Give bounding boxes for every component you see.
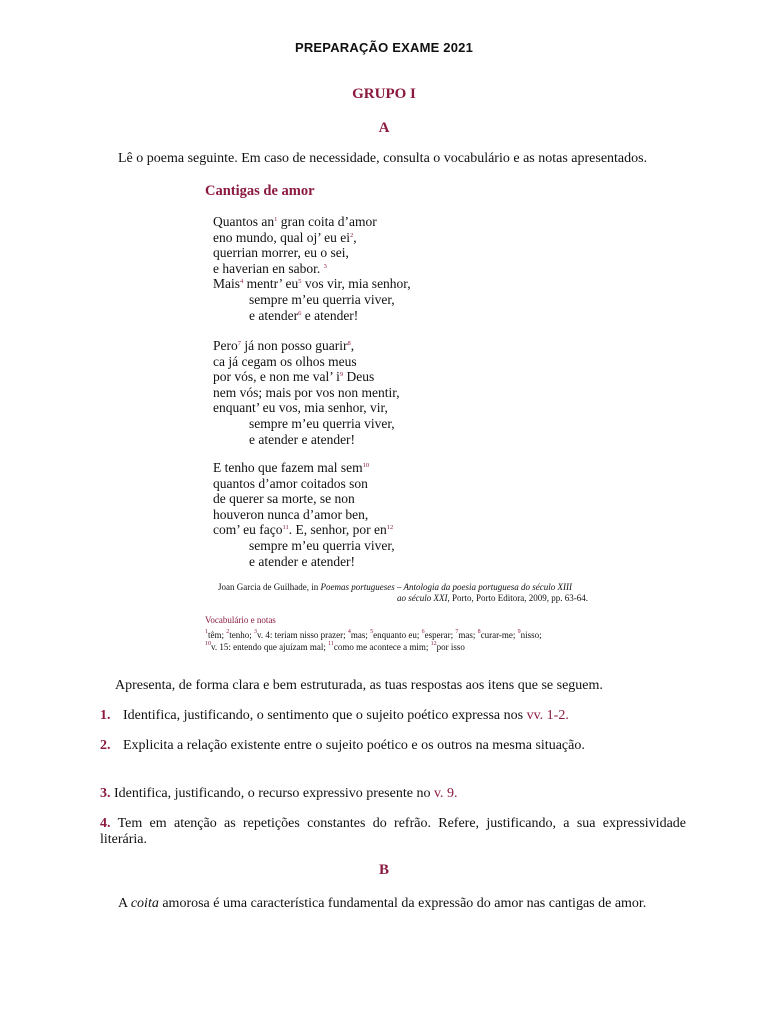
verse-line: eno mundo, qual oj’ eu $ei^2$, xyxy=(213,229,357,245)
verse-line: nem vós; mais por vos non mentir, xyxy=(213,384,400,400)
note-text: por isso xyxy=(436,642,465,652)
note-number: 8 xyxy=(477,629,481,635)
note-number: 9 xyxy=(517,629,521,635)
verse-line: e haverian en sabor. $^3$ xyxy=(213,260,327,276)
refrain-line: e atender e atender! xyxy=(249,553,356,569)
note-text: como me acontece a mim; xyxy=(333,642,431,652)
refrain-line: sempre m’eu querria viver, xyxy=(249,415,395,431)
verse-line: de querer sa morte, se non xyxy=(213,491,355,507)
note-marker: 8 xyxy=(347,340,351,347)
document-header: PREPARAÇÃO EXAME 2021 xyxy=(294,40,474,55)
note-marker: 9 xyxy=(339,371,344,379)
section-a-intro: Lê o poema seguinte. Em caso de necessidade, consulta o vocabulário e as notas apresentados. xyxy=(118,151,648,166)
verse-line: Quantos $an^1$ gran coita d’amor xyxy=(213,214,377,229)
verse-line: com’ eu faço$^{11}$. E, senhor, por $en^{12}$ xyxy=(213,522,394,538)
note-marker: 10 xyxy=(362,462,370,469)
note-number: 4 xyxy=(347,629,351,635)
verse-line: quantos d’amor coitados son xyxy=(213,475,368,491)
verse-line: Pero$^7$ já non posso guarir$^8$, xyxy=(213,338,355,353)
group-title: GRUPO I xyxy=(352,86,416,102)
note-number: 3 xyxy=(254,629,257,635)
note-text: mas; xyxy=(458,630,478,640)
note-number: 12 xyxy=(430,641,437,647)
section-b-text: A coita amorosa é uma característica fundamental da expressão do amor nas cantigas de amor. xyxy=(118,896,647,911)
note-marker: 7 xyxy=(237,340,241,347)
note-text: v. 4: teriam nisso prazer; xyxy=(257,630,348,640)
note-text: mas; xyxy=(350,630,371,640)
vocabulary-notes xyxy=(205,629,625,653)
verse-line: por vós, e non me val’ $i^9$ Deus xyxy=(213,369,375,385)
note-marker: 2 xyxy=(349,231,354,239)
note-number: 10 xyxy=(205,641,211,647)
section-a-heading: A xyxy=(378,120,390,136)
note-marker: 6 xyxy=(298,309,302,317)
verse-line: querrian morrer, eu o sei, xyxy=(213,245,349,261)
note-text: curar-me; xyxy=(480,630,518,640)
note-marker: 1 xyxy=(274,216,278,223)
note-marker: 11 xyxy=(282,524,289,532)
note-text: v. 15: entendo que ajuízam mal; xyxy=(211,642,329,652)
note-text: enquanto eu; xyxy=(373,630,422,640)
note-number: 5 xyxy=(370,629,374,635)
refrain-line: sempre m’eu querria viver, xyxy=(249,291,395,307)
refrain-line: e atender e atender! xyxy=(249,431,356,447)
poem-stanza-3 xyxy=(213,460,395,569)
note-marker: 12 xyxy=(386,524,394,532)
note-number: 11 xyxy=(328,641,334,647)
note-number: 1 xyxy=(205,629,208,635)
verse-line: Mais$^4$ mentr’ $eu^5$ vos vir, mia senhor, xyxy=(213,276,411,292)
question-2: 2. Explicita a relação existente entre o sujeito poético e os outros na mesma situação. xyxy=(100,738,585,753)
poem-title: Cantigas de amor xyxy=(205,183,315,199)
verse-line: ca já cegam os olhos meus xyxy=(213,353,357,369)
note-number: 7 xyxy=(455,629,459,635)
verse-line: E tenho que fazem mal sem$^{10}$ xyxy=(213,460,370,475)
note-number: 6 xyxy=(421,629,425,635)
question-4: 4. Tem em atenção as repetições constantes do refrão. Refere, justificando, a sua expressividade literária. xyxy=(100,816,686,847)
note-text: nisso; xyxy=(520,630,542,640)
poem-stanza-1 xyxy=(213,214,411,323)
section-b-heading: B xyxy=(378,862,389,878)
note-text: têm; xyxy=(208,630,227,640)
note-text: tenho; xyxy=(229,630,254,640)
verse-line: houveron nunca d’amor ben, xyxy=(213,506,369,522)
verse-line: enquant’ eu vos, mia senhor, vir, xyxy=(213,400,388,416)
poem-citation: Joan Garcia de Guilhade, in Poemas portugueses – Antologia da poesia portuguesa do século XIII ao século XXI, Porto, Porto Editora, 2009, pp. 63-64. xyxy=(218,582,588,603)
answer-instructions: Apresenta, de forma clara e bem estruturada, as tuas respostas aos itens que se seguem. xyxy=(115,678,603,693)
question-3: 3. Identifica, justificando, o recurso expressivo presente no v. 9. xyxy=(100,786,458,801)
refrain-line: e atender$^6$ e atender! xyxy=(249,307,359,323)
question-1: 1. Identifica, justificando, o sentimento que o sujeito poético expressa nos vv. 1-2. xyxy=(100,708,569,723)
poem-stanza-2 xyxy=(213,338,400,447)
note-marker: 4 xyxy=(240,278,244,286)
note-marker: 3 xyxy=(323,262,327,270)
vocabulary-title: Vocabulário e notas xyxy=(205,615,276,625)
note-marker: 5 xyxy=(298,278,302,286)
note-number: 2 xyxy=(226,629,230,635)
note-text: esperar; xyxy=(424,630,456,640)
refrain-line: sempre m’eu querria viver, xyxy=(249,537,395,553)
